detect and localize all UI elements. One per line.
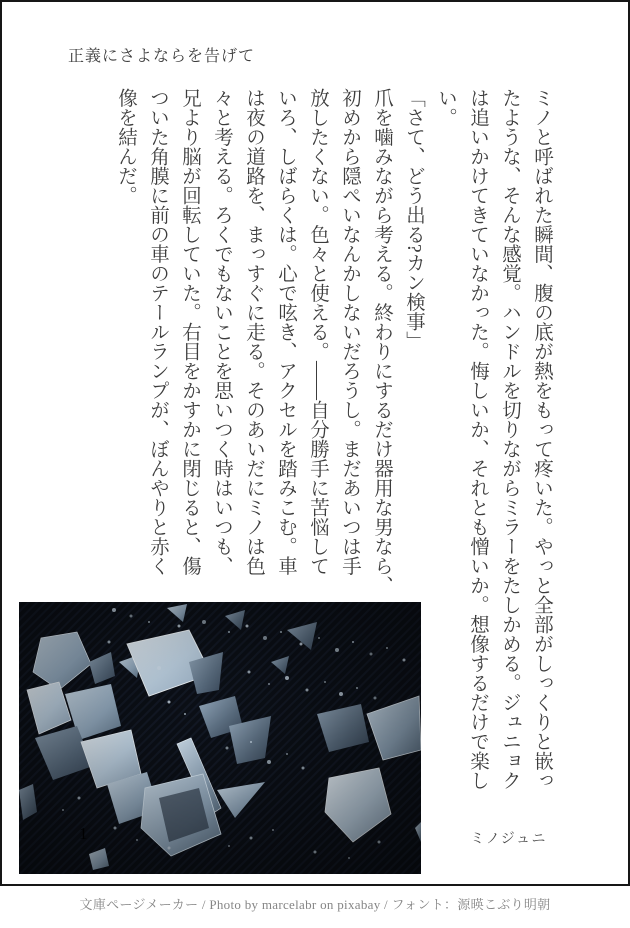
text-column: は追いかけてきていなかった。悔しいか、それとも憎いか。想像するだけで楽し (467, 88, 488, 790)
text-column: いろ、しばらくは。心で呟き、アクセルを踏みこむ。車 (275, 88, 296, 576)
text-column: は夜の道路を、まっすぐに走る。そのあいだにミノは色 (243, 88, 264, 576)
page-title: 正義にさよならを告げて (68, 48, 256, 65)
text-column: 兄より脳が回転していた。右目をかすかに閉じると、傷 (179, 88, 200, 576)
text-column: 初めから隠ぺいなんかしないだろうし。まだあいつは手 (339, 88, 360, 576)
text-column: ついた角膜に前の車のテールランプが、ぼんやりと赤く (147, 88, 168, 576)
text-column: ミノと呼ばれた瞬間、腹の底が熱をもって疼いた。やっと全部がしっくりと嵌っ (531, 88, 552, 790)
footer-credit: 文庫ページメーカー / Photo by marcelabr on pixabay / フォント：源暎こぶり明朝 (79, 897, 551, 912)
text-column: 々と考える。ろくでもないことを思いつく時はいつも、 (211, 88, 232, 576)
page-number: 1 (79, 824, 88, 843)
text-column: 爪を噛みながら考える。終わりにするだけ器用な男なら、 (371, 88, 392, 595)
author-name: ミノジュニ (470, 832, 547, 847)
text-column: 「さて、どう出る?カン検事」 (403, 88, 424, 351)
text-column: たような、そんな感覚。ハンドルを切りながらミラーをたしかめる。ジュニョク (499, 88, 520, 790)
text-column: 放したくない。色々と使える。――自分勝手に苦悩して (307, 88, 328, 576)
text-column: い。 (435, 88, 456, 127)
text-column: 像を結んだ。 (115, 88, 136, 205)
